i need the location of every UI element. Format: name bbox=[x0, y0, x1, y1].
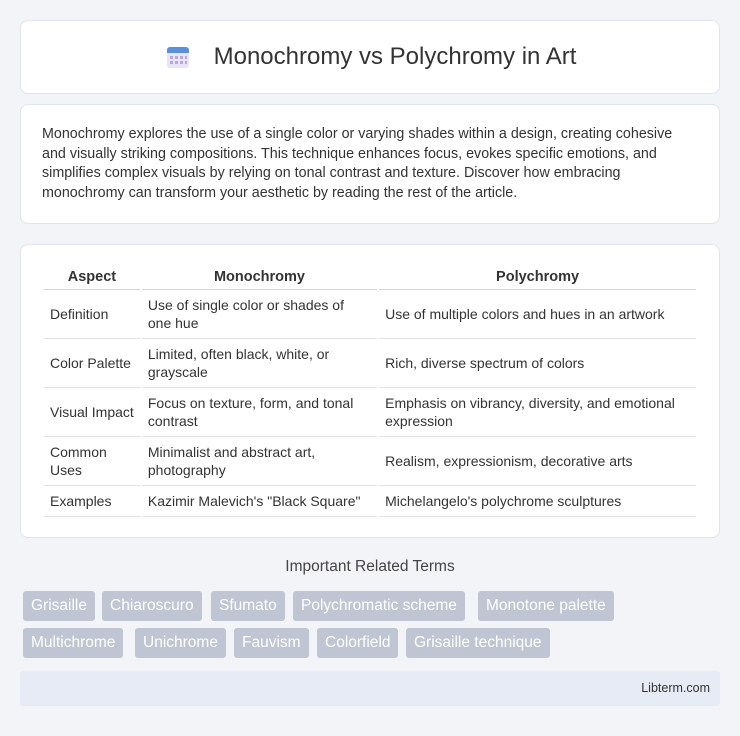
table-header: Monochromy bbox=[142, 264, 377, 290]
tag-grisaille[interactable]: Grisaille bbox=[23, 591, 95, 621]
table-header: Polychromy bbox=[379, 264, 696, 290]
tag-colorfield[interactable]: Colorfield bbox=[317, 628, 398, 658]
table-cell: Definition bbox=[44, 290, 140, 339]
table-cell: Emphasis on vibrancy, diversity, and emotional expression bbox=[379, 388, 696, 437]
page-title: Monochromy vs Polychromy in Art bbox=[213, 43, 577, 70]
footer-site-link[interactable]: Libterm.com bbox=[641, 681, 710, 695]
tag-chiaroscuro[interactable]: Chiaroscuro bbox=[102, 591, 202, 621]
table-cell: Rich, diverse spectrum of colors bbox=[379, 339, 696, 388]
title-card bbox=[20, 20, 720, 94]
related-terms-title: Important Related Terms bbox=[285, 558, 455, 575]
table-row bbox=[44, 290, 696, 339]
intro-card bbox=[20, 104, 720, 224]
table-cell: Examples bbox=[44, 486, 140, 517]
tag-fauvism[interactable]: Fauvism bbox=[234, 628, 309, 658]
table-cell: Realism, expressionism, decorative arts bbox=[379, 437, 696, 486]
table-cell: Focus on texture, form, and tonal contrast bbox=[142, 388, 377, 437]
tag-monotone-palette[interactable]: Monotone palette bbox=[478, 591, 614, 621]
table-row bbox=[44, 437, 696, 486]
comparison-table-card bbox=[20, 244, 720, 538]
table-cell: Use of single color or shades of one hue bbox=[142, 290, 377, 339]
table-cell: Kazimir Malevich's "Black Square" bbox=[142, 486, 377, 517]
intro-text: Monochromy explores the use of a single color or varying shades within a design, creating cohesive and visually striking compositions. This technique enhances focus, evokes specific emotions, and simplifies complex visuals by relying on tonal contrast and texture. Discover how embracing monochromy can transform your aesthetic by reading the rest of the article. bbox=[42, 126, 673, 201]
table-cell: Color Palette bbox=[44, 339, 140, 388]
table-row bbox=[44, 388, 696, 437]
table-cell: Use of multiple colors and hues in an artwork bbox=[379, 290, 696, 339]
footer bbox=[20, 671, 720, 706]
comparison-table bbox=[42, 264, 698, 517]
tag-polychromatic-scheme[interactable]: Polychromatic scheme bbox=[293, 591, 465, 621]
tag-sfumato[interactable]: Sfumato bbox=[211, 591, 285, 621]
tag-multichrome[interactable]: Multichrome bbox=[23, 628, 123, 658]
calendar-icon bbox=[164, 43, 192, 71]
table-cell: Visual Impact bbox=[44, 388, 140, 437]
table-cell: Limited, often black, white, or grayscale bbox=[142, 339, 377, 388]
tag-unichrome[interactable]: Unichrome bbox=[135, 628, 226, 658]
table-row bbox=[44, 486, 696, 517]
table-row bbox=[44, 339, 696, 388]
tag-grisaille-technique[interactable]: Grisaille technique bbox=[406, 628, 550, 658]
table-cell: Common Uses bbox=[44, 437, 140, 486]
table-cell: Michelangelo's polychrome sculptures bbox=[379, 486, 696, 517]
table-header: Aspect bbox=[44, 264, 140, 290]
table-cell: Minimalist and abstract art, photography bbox=[142, 437, 377, 486]
